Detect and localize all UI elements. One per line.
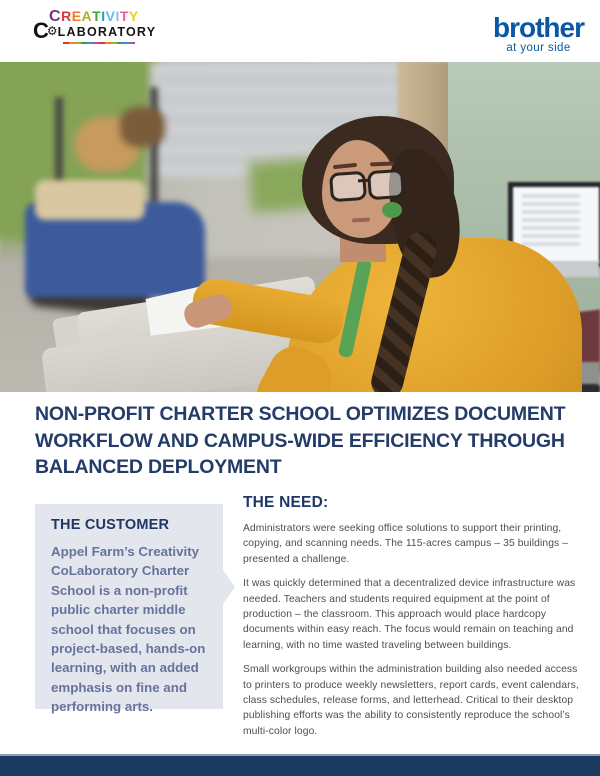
golf-cart-frame (150, 87, 158, 207)
hero-photo (0, 62, 600, 392)
need-paragraph: Administrators were seeking office solutions to support their printing, copying, and scanning needs. The 115-acres campus – 35 buildings – presented a challenge. (243, 523, 569, 565)
glasses-lens (367, 169, 405, 200)
imac-screen-content (522, 194, 580, 246)
brother-tagline: at your side (506, 42, 571, 54)
creativity-wordmark-line2 (33, 18, 173, 43)
glasses-lens (329, 171, 367, 202)
green-hair-tie (382, 202, 402, 218)
page-title: NON-PROFIT CHARTER SCHOOL OPTIMIZES DOCUMENT WORKFLOW AND CAMPUS-WIDE EFFICIENCY THROUGH BALANCED DEPLOYMENT (35, 403, 566, 478)
laboratory-label: LABORATORY (57, 25, 157, 39)
need-heading: THE NEED: (243, 494, 329, 511)
brother-wordmark: brother (493, 12, 584, 43)
golf-cart-cargo (120, 107, 165, 147)
creativity-wordmark-line1: CREATIVITY (49, 8, 139, 25)
golf-cart-seat (35, 180, 145, 220)
customer-panel (35, 504, 223, 715)
panel-arrow-icon (223, 570, 235, 604)
footer-bar (0, 754, 600, 776)
need-paragraph: Small workgroups within the administration building also needed access to printers to produce weekly newsletters, report cards, event calendars, class schedules, release forms, and letterhead. Critical to their desktop publishing efforts was the ability to consistently reproduce the school’s multi-color logo. (243, 664, 579, 737)
need-section (243, 494, 579, 739)
gear-o-icon: ⚙ (46, 24, 58, 38)
brother-logo (493, 14, 584, 54)
eyebrow (370, 162, 394, 167)
logo-tagline-rule (63, 42, 135, 44)
customer-heading: THE CUSTOMER (51, 517, 170, 533)
customer-body: Appel Farm’s Creativity CoLaboratory Charter School is a non-profit public charter middle school that focuses on project-based, hands-on learning, with an added emphasis on fine and performing arts. (51, 544, 206, 715)
creativity-colaboratory-logo (33, 9, 173, 44)
need-paragraph: It was quickly determined that a decentralized device infrastructure was needed. Teachers and students required equipment at the point of production – the classroom. This approach would place hardcopy documents within easy reach. The focus would remain on teaching and learning, with no time wasted traveling between buildings. (243, 578, 576, 651)
gear-c-icon: C (33, 18, 49, 43)
